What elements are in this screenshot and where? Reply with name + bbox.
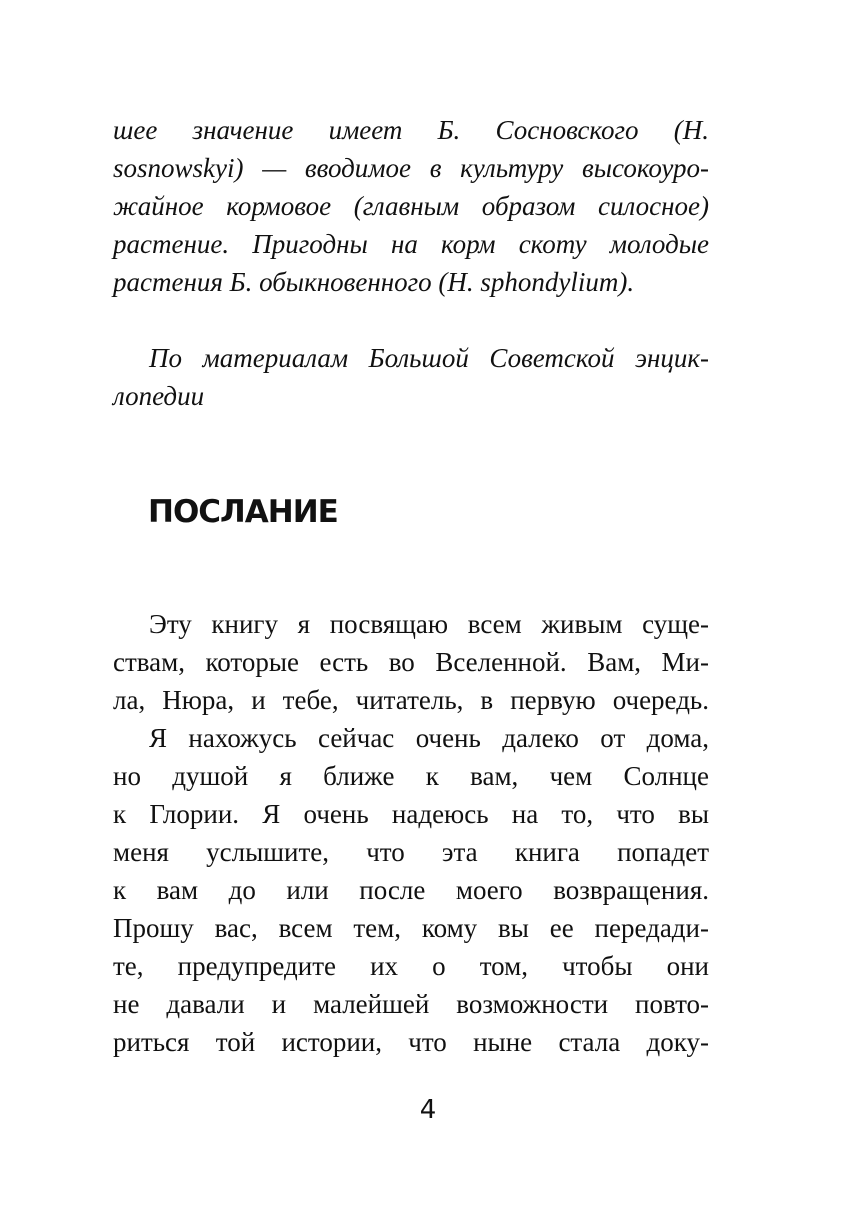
body-line: те, предупредите их о том, чтобы они	[113, 951, 709, 981]
body-line: Прошу вас, всем тем, кому вы ее передади-	[113, 913, 709, 943]
body-line: Я нахожусь сейчас очень далеко от дома,	[149, 723, 709, 753]
page-number: 4	[419, 1095, 437, 1125]
excerpt-line: шее значение имеет Б. Сосновского (H.	[113, 115, 709, 145]
body-line: меня услышите, что эта книга попадет	[113, 837, 709, 867]
excerpt-line: sosnowskyi) — вводимое в культуру высокоуро-	[113, 153, 709, 183]
body-line: ла, Нюра, и тебе, читатель, в первую очередь.	[113, 685, 709, 715]
body-line: риться той истории, что ныне стала доку-	[113, 1027, 709, 1057]
body-line: не давали и малейшей возможности повто-	[113, 989, 709, 1019]
body-line: к Глории. Я очень надеюсь на то, что вы	[113, 799, 709, 829]
source-note-line: По материалам Большой Советской энцик-	[149, 343, 709, 373]
excerpt-line: растения Б. обыкновенного (H. sphondylium).	[113, 267, 635, 297]
source-note-line: лопедии	[113, 381, 205, 411]
body-line: к вам до или после моего возвращения.	[113, 875, 709, 905]
body-line: Эту книгу я посвящаю всем живым суще-	[149, 609, 709, 639]
body-line: ствам, которые есть во Вселенной. Вам, Ми-	[113, 647, 709, 677]
excerpt-line: жайное кормовое (главным образом силосное)	[113, 191, 709, 221]
excerpt-line: растение. Пригодны на корм скоту молодые	[113, 229, 709, 259]
section-heading: ПОСЛАНИЕ	[148, 494, 338, 530]
body-line: но душой я ближе к вам, чем Солнце	[113, 761, 709, 791]
